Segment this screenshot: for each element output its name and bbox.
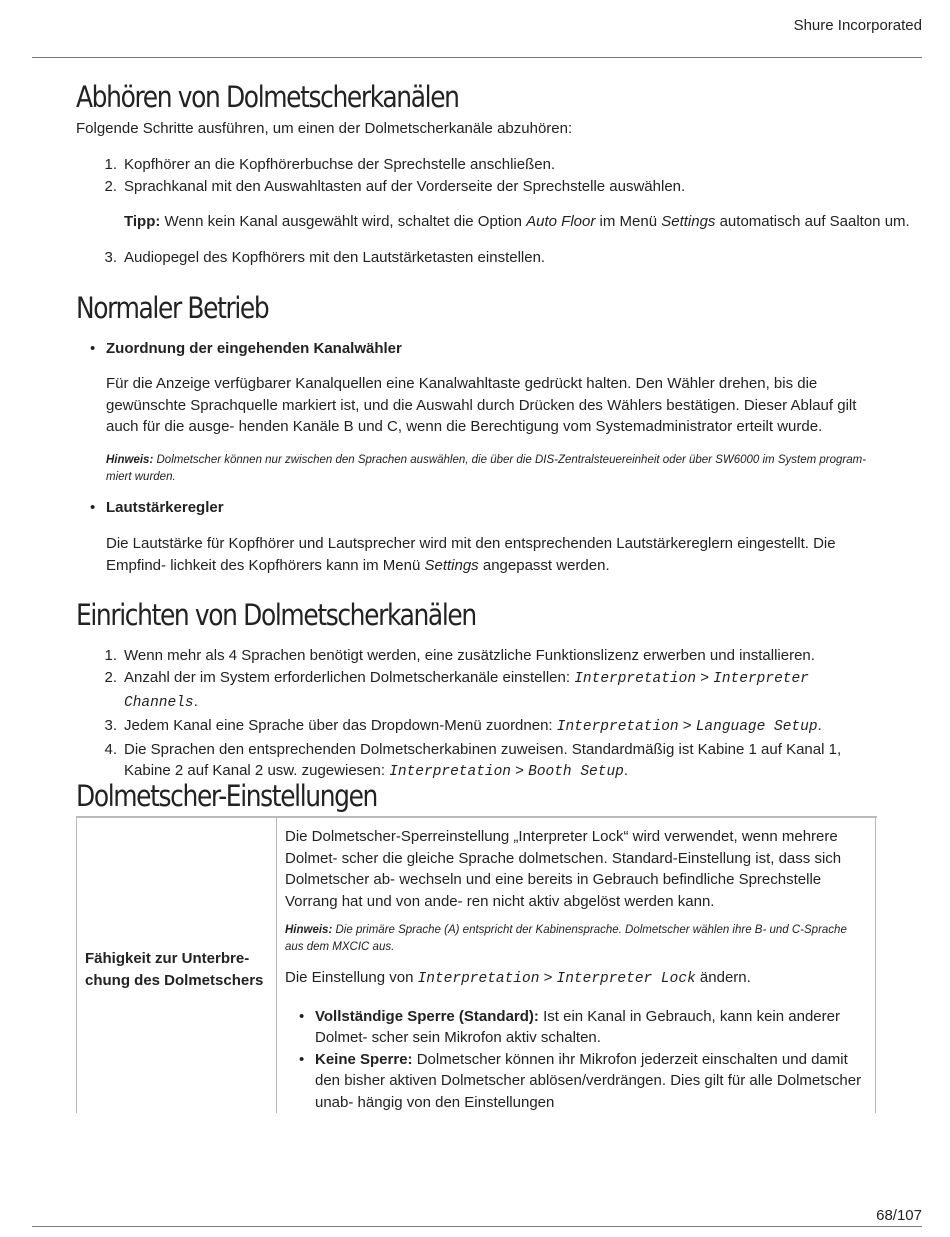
interpreter-lock-note: Hinweis: Die primäre Sprache (A) entspricht der Kabinensprache. Dolmetscher wählen ihre B- und C-Sprache aus dem MXCIC aus. — [285, 924, 847, 953]
settings-table — [76, 816, 877, 1113]
list-item: • Vollständige Sperre (Standard): Ist ein Kanal in Gebrauch, kann kein anderer Dolmet- scher sein Mikrofon aktiv schalten. — [299, 1007, 840, 1046]
table-row-content-cell — [277, 818, 876, 1113]
section-title-interpreter-settings: Dolmetscher-Einstellungen — [76, 779, 377, 813]
section-title-normal-operation: Normaler Betrieb — [76, 291, 269, 325]
channel-selector-note: Hinweis: Dolmetscher können nur zwischen den Sprachen auswählen, die über die DIS-Zentralsteuereinheit oder über SW6000 im System program- miert wurden. — [106, 454, 867, 483]
listening-steps — [76, 154, 876, 198]
list-item: 1. Kopfhörer an die Kopfhörerbuchse der Sprechstelle anschließen. — [104, 156, 556, 173]
page-header-company: Shure Incorporated — [793, 17, 922, 34]
table-row-label: Fähigkeit zur Unterbre- chung des Dolmetschers — [85, 950, 264, 989]
setup-steps — [76, 645, 876, 784]
channel-selector-body: Für die Anzeige verfügbarer Kanalquellen eine Kanalwahltaste gedrückt halten. Den Wähler drehen, bis die gewünschte Sprachquelle markiert ist, und die Auswahl durch Drücken des Wählers bestätigen. Dieser Ablauf gilt auch für die ausge- henden Kanäle B und C, wenn die Berechtigung vom Systemadministrator erteilt wurde. — [106, 375, 857, 435]
interpreter-lock-description: Die Dolmetscher-Sperreinstellung „Interpreter Lock“ wird verwendet, wenn mehrere Dolmet- scher die gleiche Sprache dolmetschen. Standard-Einstellung ist, dass sich Dolmetscher ab- wechseln und eine bereits in Gebrauch befindliche Sprechstelle Vorrang hat und von ande- ren nicht aktiv abgelöst werden kann. — [285, 828, 842, 910]
list-item: 3. Jedem Kanal eine Sprache über das Dropdown-Menü zuordnen: Interpretation > Language Setup. — [104, 716, 822, 735]
interpreter-lock-change: Die Einstellung von Interpretation > Interpreter Lock ändern. — [285, 969, 751, 987]
table-row-label-cell — [76, 818, 277, 1113]
listening-steps-cont — [76, 247, 876, 269]
list-item: 4. Die Sprachen den entsprechenden Dolmetscherkabinen zuweisen. Standardmäßig ist Kabine 1 auf Kanal 1, Kabine 2 auf Kanal 2 usw. zugewiesen: Interpretation > Booth Setup. — [104, 740, 842, 780]
volume-body: Die Lautstärke für Kopfhörer und Lautsprecher wird mit den entsprechenden Lautstärkereglern eingestellt. Die Empfind- lichkeit des Kopfhörers kann im Menü Settings angepasst werden. — [106, 535, 836, 574]
list-item: 1. Wenn mehr als 4 Sprachen benötigt werden, eine zusätzliche Funktionslizenz erwerben und installieren. — [104, 647, 815, 664]
section-title-listening: Abhören von Dolmetscherkanälen — [76, 80, 459, 114]
section-intro: Folgende Schritte ausführen, um einen der Dolmetscherkanäle abzuhören: — [76, 120, 573, 137]
header-rule — [32, 57, 922, 58]
list-item: • Keine Sperre: Dolmetscher können ihr Mikrofon jederzeit einschalten und damit den bisher aktiven Dolmetscher ablösen/verdrängen. Dies gilt für alle Dolmetscher unab- hängig von den Einstellungen — [299, 1050, 862, 1111]
list-item: 2. Sprachkanal mit den Auswahltasten auf der Vorderseite der Sprechstelle auswählen. — [104, 178, 686, 195]
list-item: 2. Anzahl der im System erforderlichen Dolmetscherkanäle einstellen: Interpretation > Interpreter Channels. — [104, 669, 809, 711]
footer-rule — [32, 1226, 922, 1227]
page-number: 68/107 — [876, 1207, 922, 1224]
section-title-setup-channels: Einrichten von Dolmetscherkanälen — [76, 598, 476, 632]
interpreter-lock-options — [285, 1006, 868, 1114]
list-item: 3. Audiopegel des Kopfhörers mit den Lautstärketasten einstellen. — [104, 249, 546, 266]
tip-text: Tipp: Wenn kein Kanal ausgewählt wird, schaltet die Option Auto Floor im Menü Settings automatisch auf Saalton um. — [124, 213, 910, 230]
